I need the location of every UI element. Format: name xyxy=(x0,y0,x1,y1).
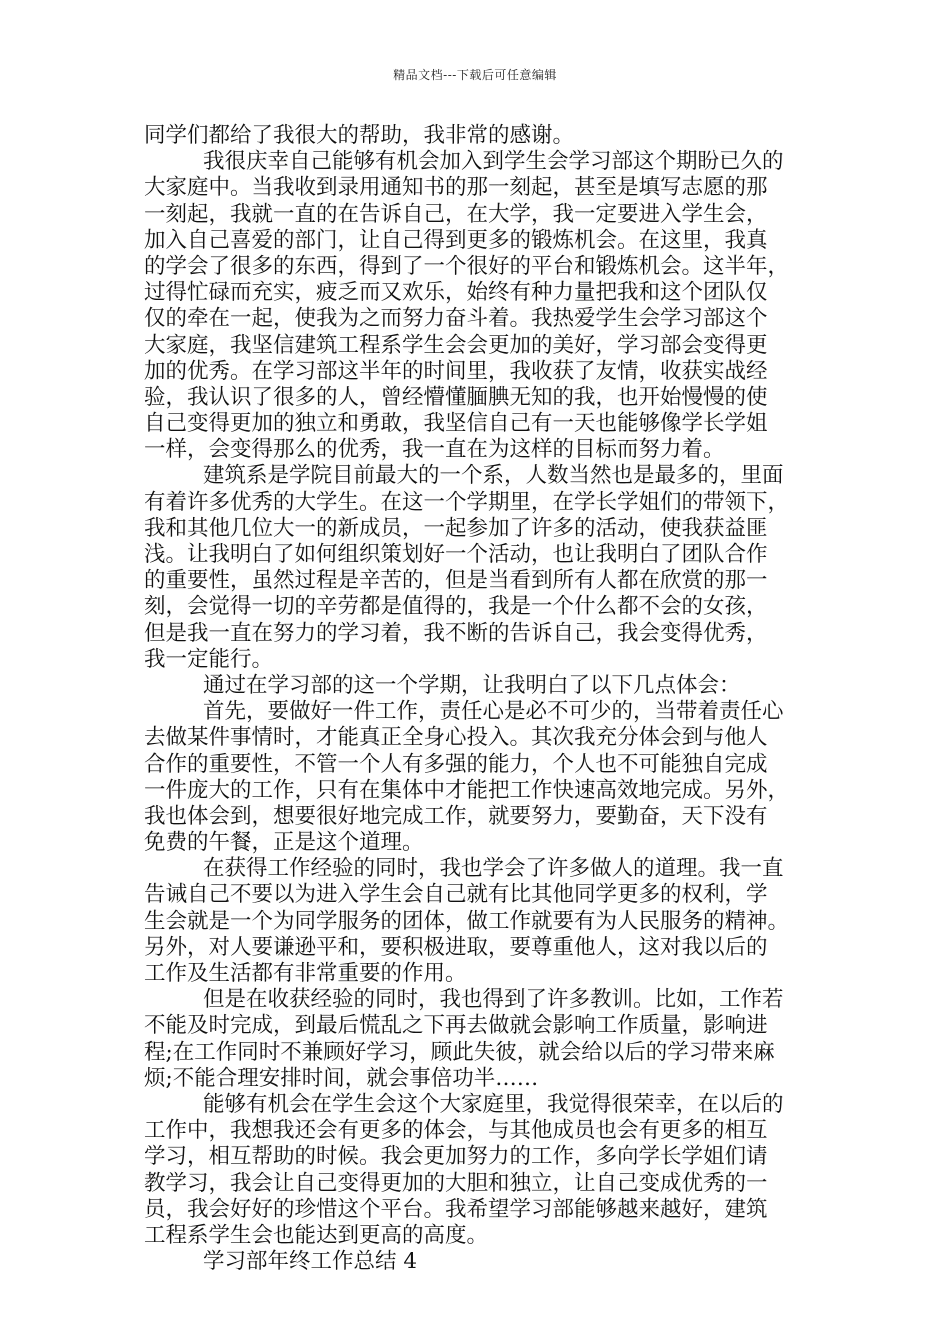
text-line: 的学会了很多的东西，得到了一个很好的平台和锻炼机会。这半年， xyxy=(144,253,790,279)
text-line: 建筑系是学院目前最大的一个系，人数当然也是最多的，里面 xyxy=(203,463,784,489)
text-line: 过得忙碌而充实，疲乏而又欢乐，始终有种力量把我和这个团队仅 xyxy=(144,280,768,306)
text-line: 浅。让我明白了如何组织策划好一个活动，也让我明白了团队合作 xyxy=(144,542,768,567)
text-line: 学习，相互帮助的时候。我会更加努力的工作，多向学长学姐们请 xyxy=(144,1144,768,1170)
text-line: 我也体会到，想要很好地完成工作，就要努力，要勤奋，天下没有 xyxy=(144,803,768,829)
text-line: 程;在工作同时不兼顾好学习，顾此失彼，就会给以后的学习带来麻 xyxy=(144,1039,775,1065)
text-line: 我和其他几位大一的新成员，一起参加了许多的活动，使我获益匪 xyxy=(144,515,768,541)
text-line: 免费的午餐，正是这个道理。 xyxy=(144,830,424,856)
text-line: 烦;不能合理安排时间，就会事倍功半…… xyxy=(144,1065,539,1091)
text-line: 员，我会好好的珍惜这个平台。我希望学习部能够越来越好，建筑 xyxy=(144,1196,768,1222)
text-line: 的重要性，虽然过程是辛苦的，但是当看到所有人都在欣赏的那一 xyxy=(144,568,768,594)
text-line: 能够有机会在学生会这个大家庭里，我觉得很荣幸，在以后的 xyxy=(203,1091,784,1117)
page-header: 精品文档---下载后可任意编辑 xyxy=(393,68,557,82)
text-line: 去做某件事情时，才能真正全身心投入。其次我充分体会到与他人 xyxy=(144,725,768,751)
document-body xyxy=(144,123,820,1275)
text-line: 合作的重要性，不管一个人有多强的能力，个人也不可能独自完成 xyxy=(144,751,768,777)
text-line: 加入自己喜爱的部门，让自己得到更多的锻炼机会。在这里，我真 xyxy=(144,227,768,253)
text-line: 不能及时完成，到最后慌乱之下再去做就会影响工作质量，影响进 xyxy=(144,1013,768,1039)
text-line: 但是我一直在努力的学习着，我不断的告诉自己，我会变得优秀， xyxy=(144,620,768,646)
text-line: 在获得工作经验的同时，我也学会了许多做人的道理。我一直 xyxy=(203,856,784,882)
text-line: 工程系学生会也能达到更高的高度。 xyxy=(144,1222,489,1248)
text-line: 一刻起，我就一直的在告诉自己，在大学，我一定要进入学生会， xyxy=(144,201,768,227)
text-line: 但是在收获经验的同时，我也得到了许多教训。比如，工作若 xyxy=(203,987,784,1013)
text-line: 一件庞大的工作，只有在集体中才能把工作快速高效地完成。另外， xyxy=(144,777,790,803)
text-line: 自己变得更加的独立和勇敢，我坚信自己有一天也能够像学长学姐 xyxy=(144,411,768,437)
text-line: 有着许多优秀的大学生。在这一个学期里，在学长学姐们的带领下， xyxy=(144,489,790,515)
text-line: 一样，会变得那么的优秀，我一直在为这样的目标而努力着。 xyxy=(144,437,725,463)
text-line: 另外，对人要谦逊平和，要积极进取，要尊重他人，这对我以后的 xyxy=(144,934,768,960)
text-line: 大家庭，我坚信建筑工程系学生会会更加的美好，学习部会变得更 xyxy=(144,332,768,358)
text-line: 同学们都给了我很大的帮助，我非常的感谢。 xyxy=(144,123,575,148)
text-line: 工作及生活都有非常重要的作用。 xyxy=(144,961,467,986)
text-line: 告诫自己不要以为进入学生会自己就有比其他同学更多的权利，学 xyxy=(144,882,768,908)
text-line: 生会就是一个为同学服务的团体，做工作就要有为人民服务的精神。 xyxy=(144,908,790,934)
text-line: 我很庆幸自己能够有机会加入到学生会学习部这个期盼已久的 xyxy=(203,149,784,175)
text-line: 教学习，我会让自己变得更加的大胆和独立，让自己变成优秀的一 xyxy=(144,1170,768,1196)
text-line: 首先，要做好一件工作，责任心是必不可少的，当带着责任心 xyxy=(203,699,784,725)
text-line: 通过在学习部的这一个学期，让我明白了以下几点体会： xyxy=(203,672,741,698)
text-line: 加的优秀。在学习部这半年的时间里，我收获了友情，收获实战经 xyxy=(144,358,768,384)
text-line: 验，我认识了很多的人，曾经懵懂腼腆无知的我，也开始慢慢的使 xyxy=(144,384,768,410)
text-line: 我一定能行。 xyxy=(144,646,274,672)
text-line: 学习部年终工作总结 4 xyxy=(203,1249,418,1275)
text-line: 工作中，我想我还会有更多的体会，与其他成员也会有更多的相互 xyxy=(144,1118,768,1144)
text-line: 大家庭中。当我收到录用通知书的那一刻起，甚至是填写志愿的那 xyxy=(144,175,768,201)
text-line: 仅的牵在一起，使我为之而努力奋斗着。我热爱学生会学习部这个 xyxy=(144,306,768,332)
text-line: 刻，会觉得一切的辛劳都是值得的，我是一个什么都不会的女孩， xyxy=(144,594,768,620)
